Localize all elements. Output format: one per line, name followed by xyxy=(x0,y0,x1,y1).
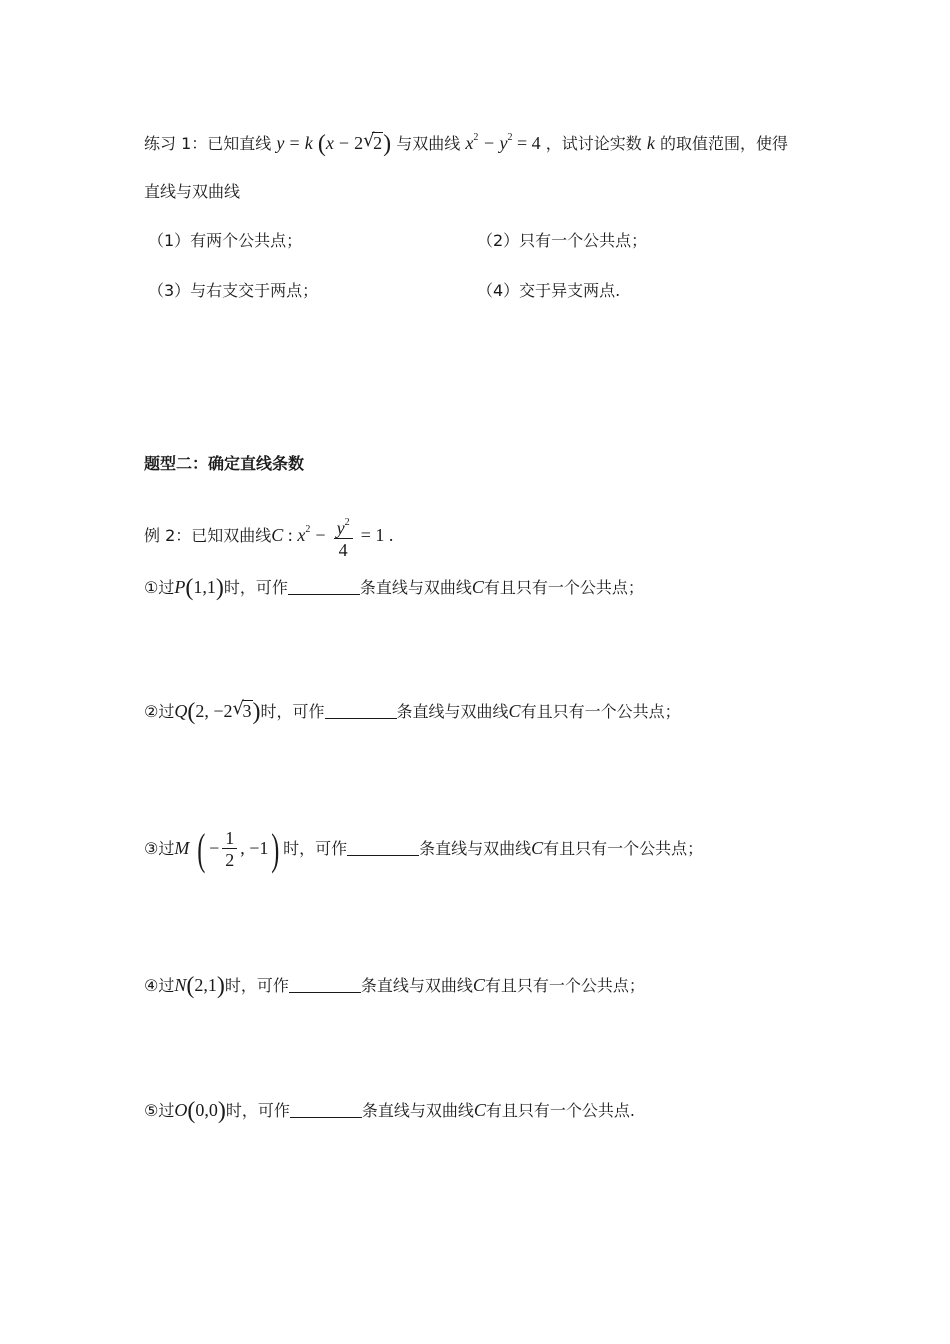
sqrt-arg: 3 xyxy=(242,701,252,721)
question-after: 条直线与双曲线 xyxy=(359,578,472,597)
question-end: 有且只有一个公共点； xyxy=(543,839,704,858)
left-paren: ( xyxy=(187,699,196,725)
question-3 xyxy=(144,826,703,872)
exercise-1-statement xyxy=(144,126,788,156)
point-coords: 2, −2 xyxy=(195,701,233,721)
question-after: 条直线与双曲线 xyxy=(419,839,532,858)
left-paren: ( xyxy=(186,973,195,999)
question-marker: ④过 xyxy=(144,976,175,995)
exercise-1-tail2: 的取值范围，使得 xyxy=(659,134,788,153)
point-coords: 2,1 xyxy=(194,975,217,995)
option-3: （3）与右支交于两点； xyxy=(148,281,319,300)
var-x: x xyxy=(325,133,334,153)
sqrt-two: √ 2 xyxy=(363,130,383,153)
point-coords: , −1 xyxy=(240,838,269,858)
question-marker: ①过 xyxy=(144,578,175,597)
curve-c: C xyxy=(472,975,485,995)
question-mid: 时，可作 xyxy=(283,839,348,858)
left-paren: ( xyxy=(317,131,326,157)
question-end: 有且只有一个公共点； xyxy=(483,578,644,597)
fraction-den: 4 xyxy=(338,539,348,560)
fraction-num: 1 xyxy=(222,828,237,849)
curve-c: C xyxy=(471,577,484,597)
sqrt-three: √ 3 xyxy=(232,698,252,721)
curve-c: C xyxy=(473,1100,486,1120)
point-label: O xyxy=(174,1100,188,1120)
example-2-rhs: = 1 xyxy=(360,525,385,545)
curve-c: C xyxy=(271,525,284,545)
right-paren: ) xyxy=(383,131,392,157)
question-5 xyxy=(144,1098,635,1123)
question-end: 有且只有一个公共点； xyxy=(484,976,645,995)
exercise-1-label: 练习 1：已知直线 xyxy=(144,134,272,153)
question-after: 条直线与双曲线 xyxy=(361,1101,474,1120)
point-label: N xyxy=(174,975,187,995)
negative-sign: − xyxy=(209,838,220,858)
question-marker: ③过 xyxy=(144,839,175,858)
question-end: 有且只有一个公共点； xyxy=(520,702,681,721)
hyperbola-eq: $x^2 - y^2 = 4$ xyxy=(465,132,541,153)
sqrt-arg: 2 xyxy=(373,133,383,153)
exercise-1-line2: 直线与双曲线 xyxy=(144,182,241,201)
question-4 xyxy=(144,973,645,998)
question-after: 条直线与双曲线 xyxy=(360,976,473,995)
curve-c: C xyxy=(508,701,521,721)
right-paren: ) xyxy=(217,1098,226,1124)
example-2-end: . xyxy=(384,525,394,545)
exercise-1-tail: ，试讨论实数 xyxy=(545,134,642,153)
var-y: y xyxy=(276,133,285,153)
section-title: 题型二：确定直线条数 xyxy=(144,454,305,473)
answer-blank[interactable] xyxy=(289,976,361,993)
question-after: 条直线与双曲线 xyxy=(396,702,509,721)
colon: : xyxy=(283,525,298,545)
point-label: P xyxy=(174,577,186,597)
coefficient-two: 2 xyxy=(354,133,364,153)
fraction-den: 2 xyxy=(225,850,235,870)
left-paren: ( xyxy=(187,1098,196,1124)
curve-c: C xyxy=(531,838,544,858)
right-paren: ) xyxy=(252,699,261,725)
right-paren: ) xyxy=(215,575,224,601)
x-squared: $x^2$ xyxy=(297,524,311,545)
left-paren: ( xyxy=(197,825,206,874)
point-coords: 0,0 xyxy=(195,1100,218,1120)
question-mid: 时，可作 xyxy=(225,1101,290,1120)
fraction-one-half xyxy=(222,828,237,871)
answer-blank[interactable] xyxy=(290,1101,362,1118)
exercise-1-mid: 与双曲线 xyxy=(396,134,461,153)
minus-sign: − xyxy=(338,133,350,153)
point-coords: 1,1 xyxy=(193,577,216,597)
minus-sign-2: − xyxy=(315,525,326,545)
question-mid: 时，可作 xyxy=(260,702,325,721)
answer-blank[interactable] xyxy=(325,702,397,719)
right-paren: ) xyxy=(271,825,280,874)
question-marker: ⑤过 xyxy=(144,1101,175,1120)
right-paren: ) xyxy=(216,973,225,999)
option-2: （2）只有一个公共点； xyxy=(477,231,648,250)
example-2-label: 例 2：已知双曲线 xyxy=(144,526,272,545)
point-label: M xyxy=(174,838,190,858)
question-marker: ②过 xyxy=(144,702,175,721)
question-mid: 时，可作 xyxy=(224,976,289,995)
point-label: Q xyxy=(174,701,188,721)
hyperbola-rhs: = 4 xyxy=(517,133,541,153)
question-mid: 时，可作 xyxy=(223,578,288,597)
var-k: k xyxy=(304,133,313,153)
question-2 xyxy=(144,699,681,724)
option-1: （1）有两个公共点； xyxy=(148,231,303,250)
left-paren: ( xyxy=(185,575,194,601)
fraction-y2-over-4: $\frac{y^2}{4}$ xyxy=(334,513,353,561)
question-1 xyxy=(144,575,644,600)
option-4: （4）交于异支两点. xyxy=(477,281,621,300)
answer-blank[interactable] xyxy=(347,839,419,856)
var-k-2: k xyxy=(646,133,655,153)
answer-blank[interactable] xyxy=(288,578,360,595)
equals-sign: = xyxy=(289,133,300,153)
example-2-statement xyxy=(144,508,393,561)
question-end: 有且只有一个公共点. xyxy=(485,1101,635,1120)
